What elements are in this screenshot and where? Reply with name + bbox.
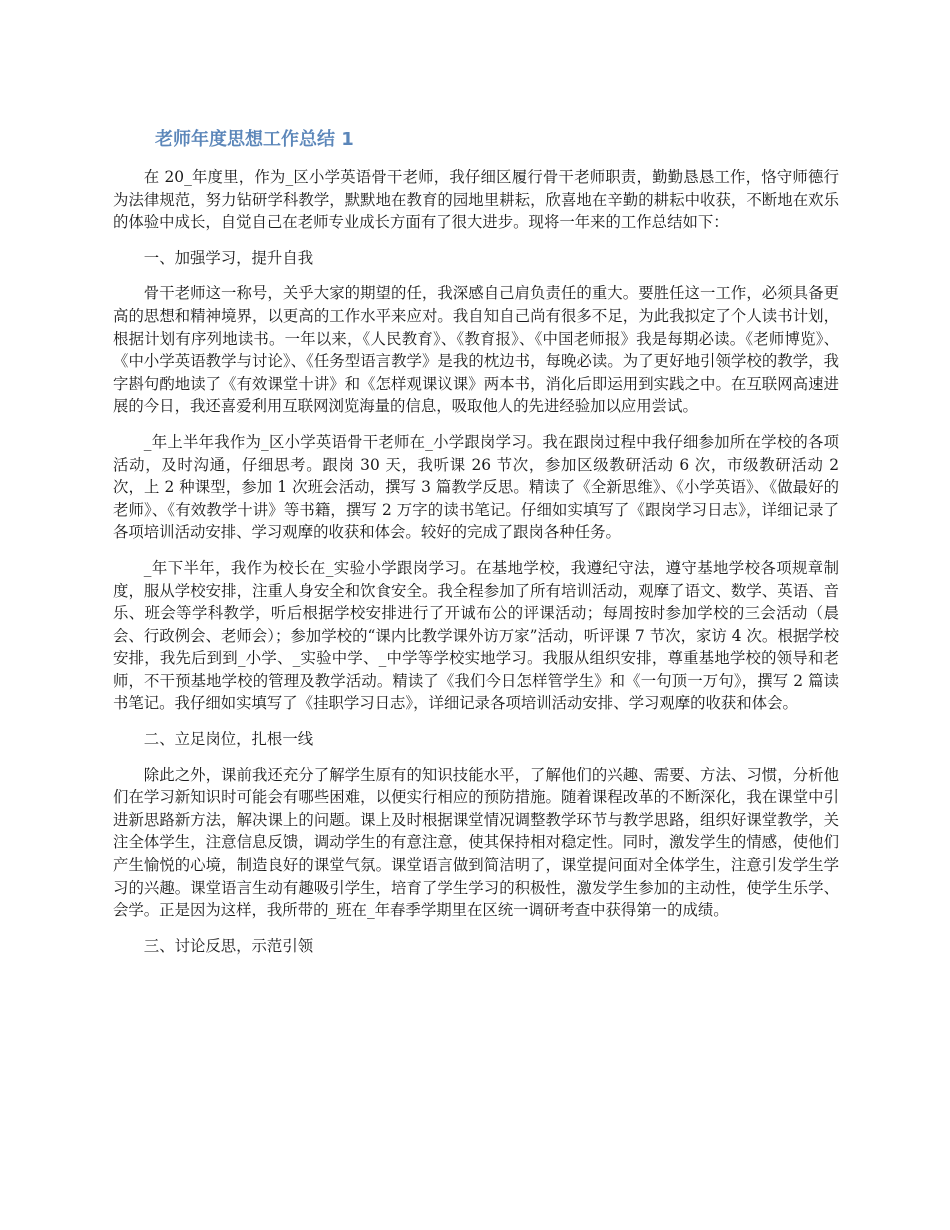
section-heading-3: 三、讨论反思，示范引领 bbox=[143, 936, 314, 955]
body-paragraph: 除此之外，课前我还充分了解学生原有的知识技能水平，了解他们的兴趣、需要、方法、习惯，分析他们在学习新知识时可能会有哪些困难，以便实行相应的预防措施。随着课程改革的不断深化，我在课堂中引进新思路新方法，解决课上的问题。课上及时根据课堂情况调整教学环节与教学思路，组织好课堂教学，关注全体学生，注意信息反馈，调动学生的有意注意，使其保持相对稳定性。同时，激发学生的情感，使他们产生愉悦的心境，制造良好的课堂气氛。课堂语言做到简洁明了，课堂提问面对全体学生，注意引发学生学习的兴趣。课堂语言生动有趣吸引学生，培育了学生学习的积极性，激发学生参加的主动性，使学生乐学、会学。正是因为这样，我所带的_班在_年春季学期里在区统一调研考查中获得第一的成绩。 bbox=[113, 765, 839, 920]
section-heading-1: 一、加强学习，提升自我 bbox=[143, 248, 314, 267]
intro-paragraph: 在 20_年度里，作为_区小学英语骨干老师，我仔细区履行骨干老师职责，勤勤恳恳工作，恪守师德行为法律规范，努力钻研学科教学，默默地在教育的园地里耕耘，欣喜地在辛勤的耕耘中收获，不断地在欢乐的体验中成长，自觉自己在老师专业成长方面有了很大进步。现将一年来的工作总结如下： bbox=[113, 168, 839, 232]
document-page bbox=[113, 128, 839, 970]
document-title: 老师年度思想工作总结 1 bbox=[155, 129, 354, 150]
body-paragraph: 骨干老师这一称号，关乎大家的期望的任，我深感自己肩负责任的重大。要胜任这一工作，必须具备更高的思想和精神境界，以更高的工作水平来应对。我自知自己尚有很多不足，为此我拟定了个人读书计划，根据计划有序列地读书。一年以来，《人民教育》、《教育报》、《中国老师报》我是每期必读。《老师博览》、《中小学英语教学与讨论》、《任务型语言教学》是我的枕边书，每晚必读。为了更好地引领学校的教学，我字斟句酌地读了《有效课堂十讲》和《怎样观课议课》两本书，消化后即运用到实践之中。在互联网高速进展的今日，我还喜爱利用互联网浏览海量的信息，吸取他人的先进经验加以应用尝试。 bbox=[113, 284, 839, 416]
body-paragraph: _年下半年，我作为校长在_实验小学跟岗学习。在基地学校，我遵纪守法，遵守基地学校各项规章制度，服从学校安排，注重人身安全和饮食安全。我全程参加了所有培训活动，观摩了语文、数学、英语、音乐、班会等学科教学，听后根据学校安排进行了开诚布公的评课活动；每周按时参加学校的三会活动（晨会、行政例会、老师会）；参加学校的“课内比教学课外访万家”活动，听评课 7 节次，家访 4 次。根据学校安排，我先后到到_小学、_实验中学、_中学等学校实地学习。我服从组织安排，尊重基地学校的领导和老师，不干预基地学校的管理及教学活动。精读了《我们今日怎样管学生》和《一句顶一万句》，撰写 2 篇读书笔记。我仔细如实填写了《挂职学习日志》，详细记录各项培训活动安排、学习观摩的收获和体会。 bbox=[113, 558, 839, 713]
section-heading-2: 二、立足岗位，扎根一线 bbox=[143, 730, 314, 749]
body-paragraph: _年上半年我作为_区小学英语骨干老师在_小学跟岗学习。我在跟岗过程中我仔细参加所在学校的各项活动，及时沟通，仔细思考。跟岗 30 天，我听课 26 节次，参加区级教研活动 6 次，市级教研活动 2 次，上 2 种课型，参加 1 次班会活动，撰写 3 篇教学反思。精读了《全新思维》、《小学英语》、《做最好的老师》、《有效教学十讲》等书籍，撰写 2 万字的读书笔记。仔细如实填写了《跟岗学习日志》，详细记录了各项培训活动安排、学习观摩的收获和体会。较好的完成了跟岗各种任务。 bbox=[113, 432, 839, 542]
